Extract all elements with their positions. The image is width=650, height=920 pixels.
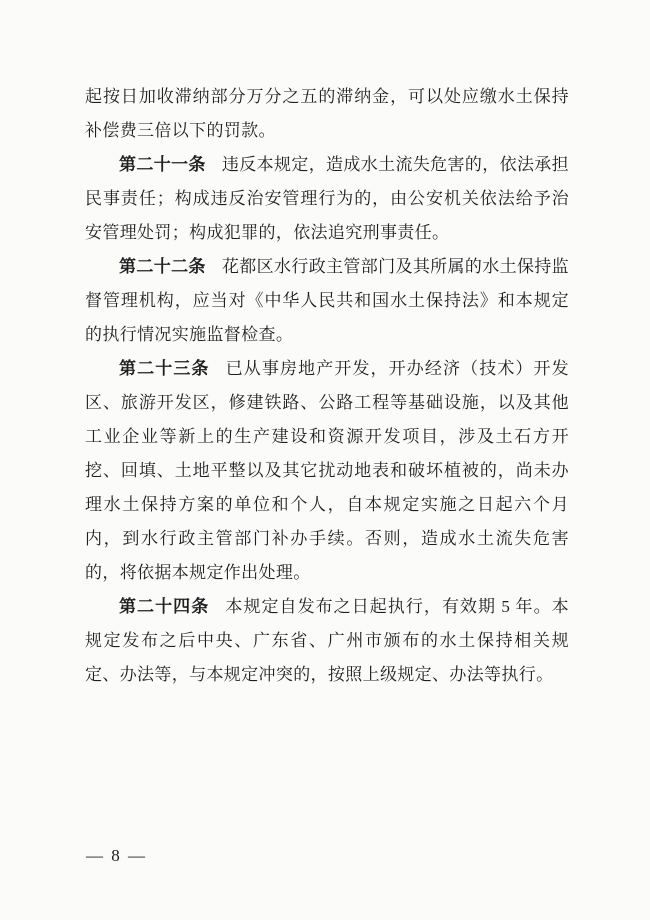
article-24-number: 第二十四条 [119,597,210,616]
paragraph-continuation [85,80,569,148]
article-23-text: 已从事房地产开发，开办经济（技术）开发区、旅游开发区，修建铁路、公路工程等基础设施，以及其他工业企业等新上的生产建设和资源开发项目，涉及土石方开挖、回填、土地平整以及其它扰动地表和破坏植被的，尚未办理水土保持方案的单位和个人，自本规定实施之日起六个月内，到水行政主管部门补办手续。否则，造成水土流失危害的，将依据本规定作出处理。 [85,359,569,582]
article-24 [85,590,569,692]
article-23 [85,352,569,590]
article-21-text: 违反本规定，造成水土流失危害的，依法承担民事责任；构成违反治安管理行为的，由公安机关依法给予治安管理处罚；构成犯罪的，依法追究刑事责任。 [85,155,570,242]
page-footer [86,846,147,866]
article-21-number: 第二十一条 [119,155,206,174]
article-24-text: 本规定自发布之日起执行，有效期 5 年。本规定发布之后中央、广东省、广州市颁布的水土保持相关规定、办法等，与本规定冲突的，按照上级规定、办法等执行。 [85,597,570,684]
article-22 [85,250,569,352]
document-body [85,80,569,692]
page-number: — 8 — [86,846,147,865]
article-22-text: 花都区水行政主管部门及其所属的水土保持监督管理机构，应当对《中华人民共和国水土保持法》和本规定的执行情况实施监督检查。 [85,257,570,344]
article-23-number: 第二十三条 [119,359,210,378]
article-21 [85,148,569,250]
article-22-number: 第二十二条 [119,257,206,276]
paragraph-text: 起按日加收滞纳部分万分之五的滞纳金，可以处应缴水土保持补偿费三倍以下的罚款。 [85,87,569,140]
